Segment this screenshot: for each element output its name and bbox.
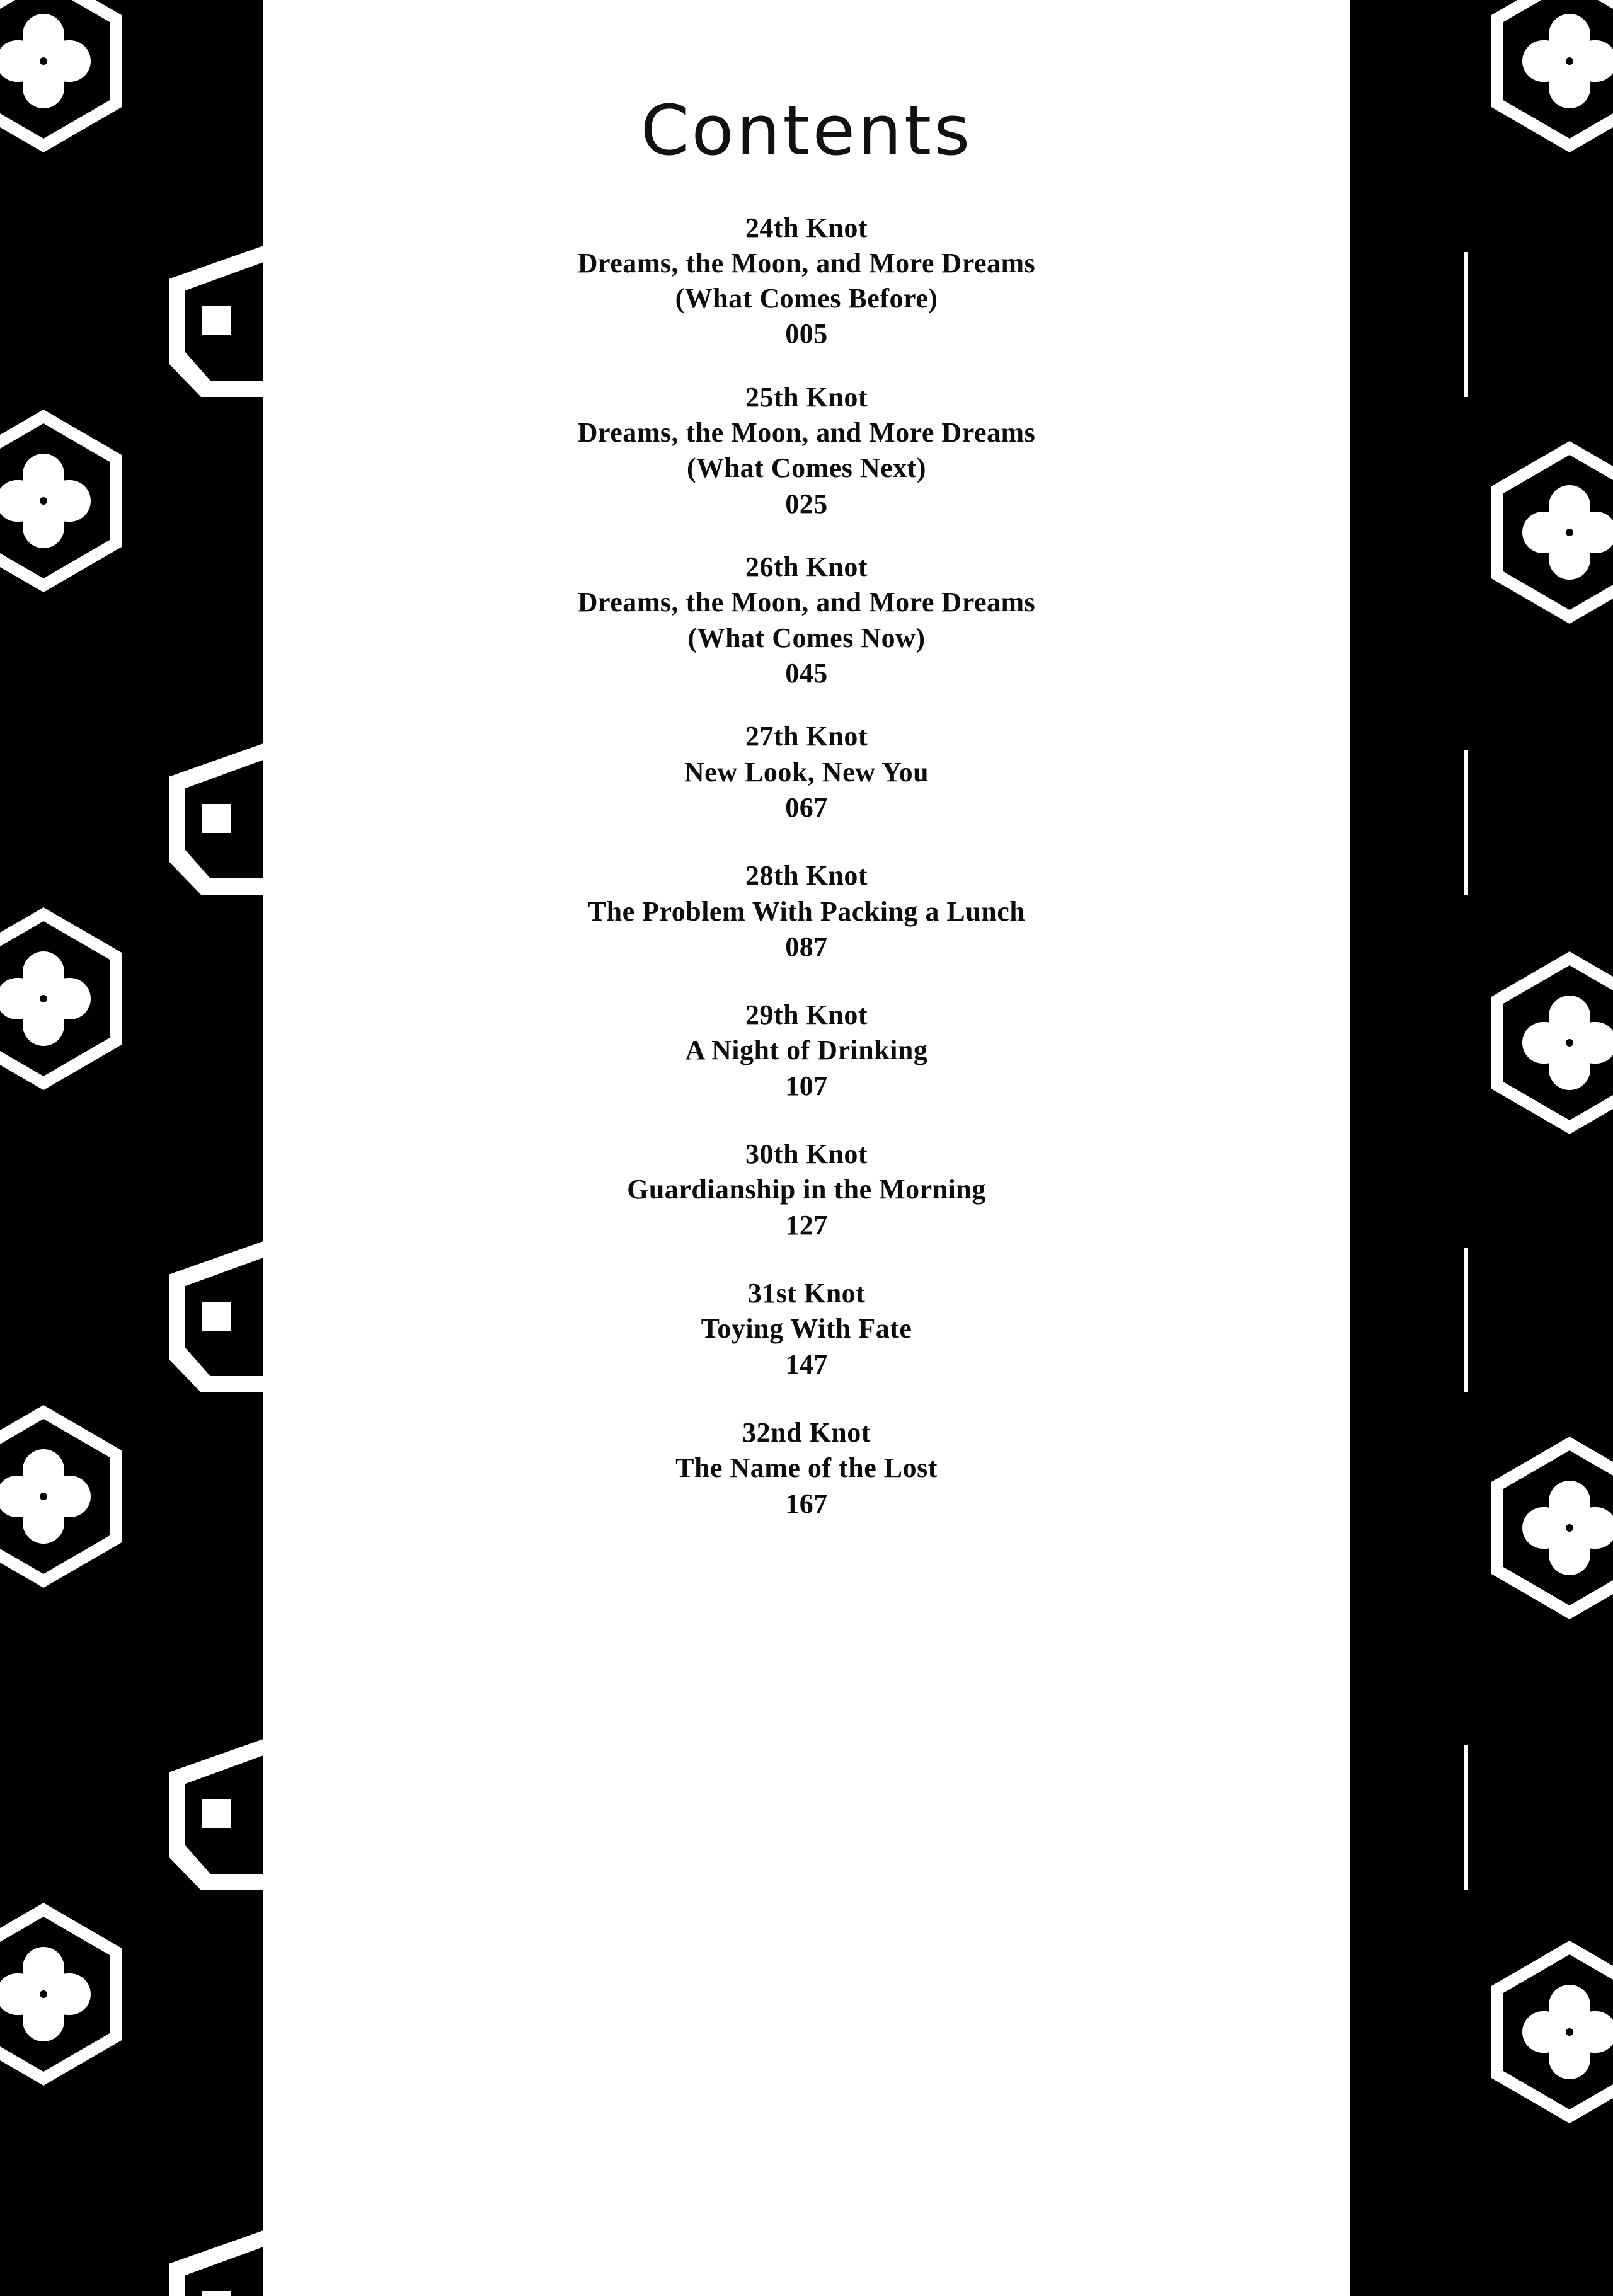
toc-entry-page: 107 bbox=[785, 1070, 828, 1101]
toc-entry-knot: 32nd Knot bbox=[742, 1416, 871, 1448]
toc-entry-knot: 30th Knot bbox=[745, 1139, 868, 1170]
toc-entry-title: Dreams, the Moon, and More Dreams bbox=[577, 417, 1036, 449]
left-ornamental-band bbox=[0, 0, 263, 2296]
toc-entry-subtitle: (What Comes Now) bbox=[687, 622, 926, 653]
toc-entry-knot: 25th Knot bbox=[745, 381, 868, 413]
hexagon-flower-crest-icon bbox=[1491, 441, 1613, 624]
toc-entry-title: The Name of the Lost bbox=[675, 1452, 938, 1484]
page-title: Contents bbox=[640, 90, 973, 171]
toc-entry[interactable] bbox=[339, 997, 1274, 1104]
toc-entry[interactable] bbox=[339, 719, 1274, 825]
toc-entry[interactable] bbox=[339, 549, 1274, 691]
toc-entry-page: 067 bbox=[785, 791, 828, 823]
toc-entry[interactable] bbox=[339, 210, 1274, 352]
toc-entry-title: The Problem With Packing a Lunch bbox=[587, 895, 1026, 927]
toc-entry-page: 167 bbox=[785, 1488, 828, 1519]
hexagon-flower-crest-icon bbox=[0, 907, 122, 1090]
vertical-rule bbox=[1464, 1745, 1468, 1890]
bracket-ornament-icon bbox=[169, 1241, 263, 1392]
hexagon-flower-crest-icon bbox=[0, 1405, 122, 1588]
hexagon-flower-crest-icon bbox=[0, 0, 122, 152]
vertical-rule bbox=[1464, 750, 1468, 895]
right-ornamental-band bbox=[1350, 0, 1613, 2296]
toc-entry[interactable] bbox=[339, 1276, 1274, 1382]
hexagon-flower-crest-icon bbox=[1491, 951, 1613, 1134]
toc-entry-knot: 31st Knot bbox=[747, 1278, 866, 1309]
vertical-rule bbox=[1464, 252, 1468, 397]
toc-entry-knot: 27th Knot bbox=[745, 721, 868, 752]
toc-entry-knot: 24th Knot bbox=[745, 212, 868, 243]
toc-entry-page: 127 bbox=[785, 1209, 828, 1241]
toc-entry-knot: 26th Knot bbox=[745, 551, 868, 582]
toc-entry-title: Dreams, the Moon, and More Dreams bbox=[577, 247, 1036, 278]
hexagon-flower-crest-icon bbox=[1491, 0, 1613, 152]
bracket-ornament-icon bbox=[169, 743, 263, 895]
toc-entry-knot: 28th Knot bbox=[745, 860, 868, 892]
toc-entry-page: 045 bbox=[785, 657, 828, 689]
bracket-ornament-icon bbox=[169, 246, 263, 397]
toc-entry-title: Toying With Fate bbox=[701, 1313, 912, 1345]
hexagon-flower-crest-icon bbox=[0, 410, 122, 592]
bracket-ornament-icon bbox=[169, 1739, 263, 1890]
toc-entry-title: Guardianship in the Morning bbox=[627, 1174, 986, 1205]
hexagon-flower-crest-icon bbox=[1491, 1941, 1613, 2123]
toc-entry-knot: 29th Knot bbox=[745, 999, 868, 1031]
vertical-rule bbox=[1464, 1248, 1468, 1392]
contents-page bbox=[263, 0, 1350, 2296]
toc-entry-title: A Night of Drinking bbox=[685, 1035, 928, 1066]
bracket-ornament-icon bbox=[169, 2230, 263, 2296]
toc-entry-subtitle: (What Comes Before) bbox=[675, 283, 938, 314]
toc-entry-page: 087 bbox=[785, 931, 828, 962]
toc-entry[interactable] bbox=[339, 1137, 1274, 1243]
hexagon-flower-crest-icon bbox=[0, 1903, 122, 2086]
toc-entry-page: 025 bbox=[785, 488, 828, 519]
toc-entry-title: Dreams, the Moon, and More Dreams bbox=[577, 587, 1036, 618]
toc-entry[interactable] bbox=[339, 380, 1274, 522]
hexagon-flower-crest-icon bbox=[1491, 1437, 1613, 1619]
toc-entry-page: 147 bbox=[785, 1348, 828, 1380]
toc-entry-page: 005 bbox=[785, 318, 828, 350]
toc-entry-subtitle: (What Comes Next) bbox=[687, 452, 926, 484]
toc-entry-title: New Look, New You bbox=[684, 756, 929, 788]
toc-entry[interactable] bbox=[339, 858, 1274, 965]
toc-entry[interactable] bbox=[339, 1415, 1274, 1522]
